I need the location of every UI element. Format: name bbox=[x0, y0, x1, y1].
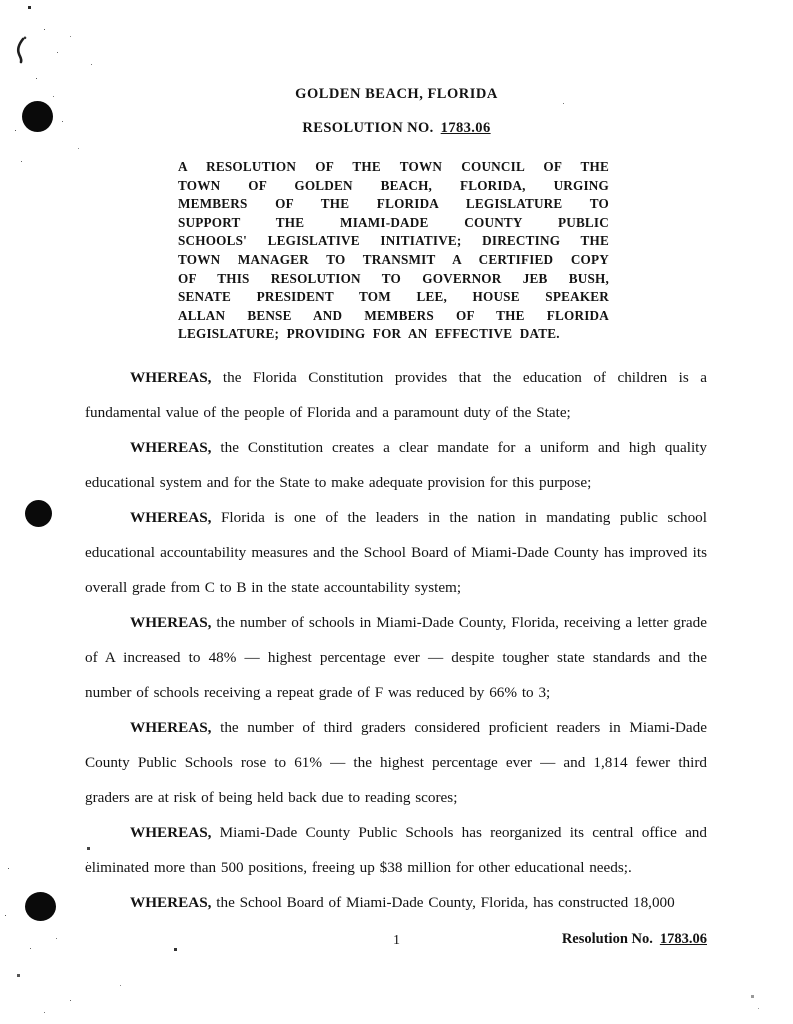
whereas-lead: WHEREAS, bbox=[130, 508, 212, 526]
scan-squiggle-mark bbox=[13, 36, 31, 66]
whereas-lead: WHEREAS, bbox=[130, 718, 212, 736]
title-line: MEMBERS OF THE FLORIDA LEGISLATURE TO bbox=[178, 196, 609, 212]
resolution-title-block bbox=[178, 158, 609, 344]
whereas-paragraph bbox=[85, 430, 707, 500]
whereas-lead: WHEREAS, bbox=[130, 893, 212, 911]
whereas-paragraph bbox=[85, 360, 707, 430]
resolution-number: 1783.06 bbox=[440, 120, 491, 136]
scan-speckles bbox=[0, 0, 1, 1]
hole-punch-mark bbox=[25, 500, 52, 527]
title-line: TOWN OF GOLDEN BEACH, FLORIDA, URGING bbox=[178, 177, 609, 193]
whereas-text: the School Board of Miami-Dade County, Florida, has constructed 18,000 bbox=[211, 893, 675, 911]
resolution-number-line bbox=[0, 120, 793, 137]
whereas-text: the Constitution creates a clear mandate for a uniform and high quality educational system and for the State to make adequate provision for this purpose; bbox=[85, 438, 707, 491]
whereas-paragraph bbox=[85, 885, 707, 920]
whereas-lead: WHEREAS, bbox=[130, 438, 212, 456]
hole-punch-mark bbox=[22, 101, 53, 132]
whereas-text: the number of schools in Miami-Dade County, Florida, receiving a letter grade of A increased to 48% — highest percentage ever — despite tougher state standards and the number of schools receiving a repeat grade of F was reduced by 66% to 3; bbox=[85, 613, 707, 701]
whereas-text: Florida is one of the leaders in the nation in mandating public school educational accountability measures and the School Board of Miami-Dade County has improved its overall grade from C to B in the state accountability system; bbox=[85, 508, 707, 596]
whereas-text: the number of third graders considered proficient readers in Miami-Dade County Public Schools rose to 61% — the highest percentage ever — and 1,814 fewer third graders are at risk of being held back due to reading scores; bbox=[85, 718, 707, 806]
title-line: SCHOOLS' LEGISLATIVE INITIATIVE; DIRECTING THE bbox=[178, 233, 609, 249]
hole-punch-mark bbox=[25, 892, 56, 921]
whereas-paragraph bbox=[85, 605, 707, 710]
whereas-lead: WHEREAS, bbox=[130, 368, 212, 386]
footer-resolution-number: 1783.06 bbox=[659, 931, 707, 947]
page-number: 1 bbox=[393, 933, 400, 948]
resolution-body bbox=[85, 360, 707, 920]
whereas-lead: WHEREAS, bbox=[130, 823, 212, 841]
title-line: ALLAN BENSE AND MEMBERS OF THE FLORIDA bbox=[178, 307, 609, 323]
title-line: TOWN MANAGER TO TRANSMIT A CERTIFIED COPY bbox=[178, 251, 609, 267]
title-line: SUPPORT THE MIAMI-DADE COUNTY PUBLIC bbox=[178, 214, 609, 230]
whereas-paragraph bbox=[85, 710, 707, 815]
title-line: A RESOLUTION OF THE TOWN COUNCIL OF THE bbox=[178, 159, 609, 174]
whereas-lead: WHEREAS, bbox=[130, 613, 212, 631]
whereas-text: the Florida Constitution provides that the education of children is a fundamental value of the people of Florida and a paramount duty of the State; bbox=[85, 368, 707, 421]
whereas-text: Miami-Dade County Public Schools has reorganized its central office and eliminated more than 500 positions, freeing up $38 million for other educational needs;. bbox=[85, 823, 707, 876]
footer-resolution-reference bbox=[562, 931, 707, 948]
whereas-paragraph bbox=[85, 815, 707, 885]
city-title: GOLDEN BEACH, FLORIDA bbox=[295, 86, 498, 102]
footer-resolution-label: Resolution No. bbox=[561, 931, 653, 947]
resolution-label: RESOLUTION NO. bbox=[302, 120, 434, 136]
title-line: LEGISLATURE; PROVIDING FOR AN EFFECTIVE DATE. bbox=[178, 326, 560, 342]
whereas-paragraph bbox=[85, 500, 707, 605]
title-line: SENATE PRESIDENT TOM LEE, HOUSE SPEAKER bbox=[178, 289, 609, 305]
title-line: OF THIS RESOLUTION TO GOVERNOR JEB BUSH, bbox=[178, 270, 609, 286]
document-header bbox=[0, 0, 793, 137]
